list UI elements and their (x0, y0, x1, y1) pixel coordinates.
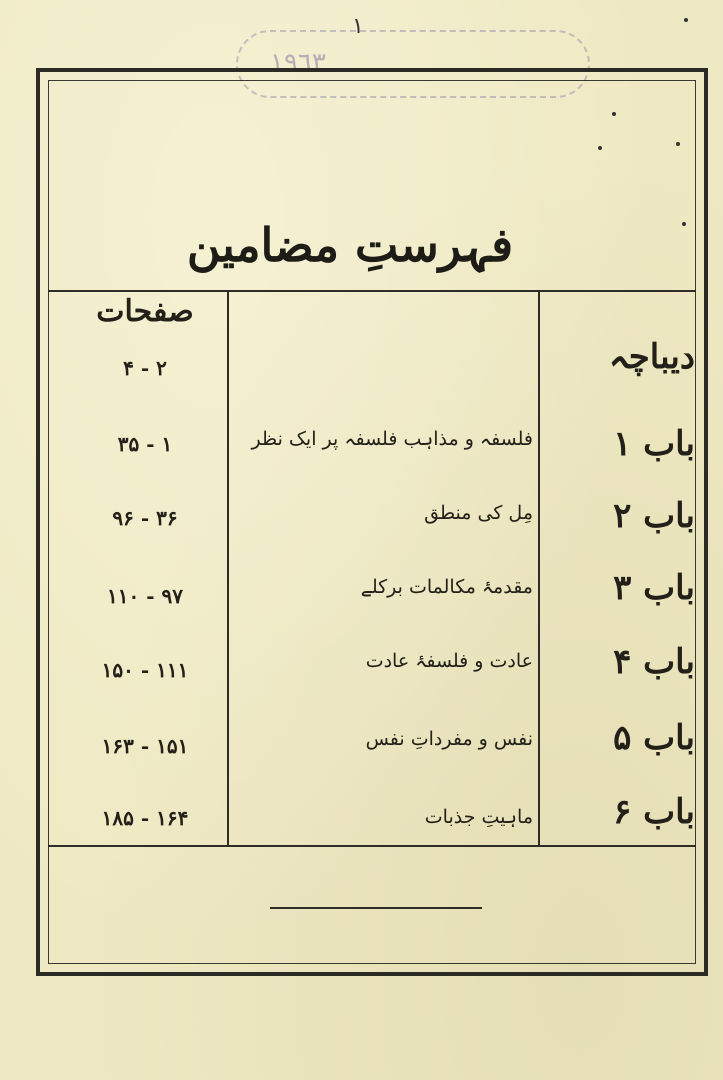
chapter-label: باب ۲ (613, 496, 695, 536)
page-range: ۲ - ۴ (123, 356, 167, 380)
chapter-subject: فلسفہ و مذاہب فلسفہ پر ایک نظر (251, 428, 533, 450)
toc-row (0, 336, 723, 396)
toc-row (0, 792, 723, 852)
page-title: فہرستِ مضامین (186, 218, 514, 272)
toc-row (0, 642, 723, 702)
speck (684, 18, 688, 22)
page-range: ۱۶۴ - ۱۸۵ (101, 806, 189, 830)
toc-row (0, 568, 723, 628)
page-range: ۱۱۱ - ۱۵۰ (101, 658, 189, 682)
toc-row (0, 718, 723, 778)
chapter-label: باب ۴ (613, 642, 695, 682)
footer-rule (270, 907, 482, 909)
chapter-label: باب ۵ (613, 718, 695, 758)
pages-column-header: صفحات (96, 294, 194, 329)
page-range: ۱۵۱ - ۱۶۳ (101, 734, 189, 758)
page-number: ۱ (352, 14, 364, 39)
table-top-rule (48, 290, 696, 292)
page-range: ۱ - ۳۵ (117, 432, 173, 456)
chapter-label: باب ۶ (613, 792, 695, 832)
chapter-subject: عادت و فلسفۂ عادت (365, 650, 533, 672)
page-range: ۹۷ - ۱۱۰ (107, 584, 183, 608)
chapter-subject: مقدمۂ مکالمات برکلے (360, 576, 533, 598)
chapter-subject: ماہیتِ جذبات (424, 806, 533, 828)
stamp-text: ١٩٦٣ (270, 48, 326, 78)
chapter-subject: مِل کی منطق (424, 502, 533, 524)
toc-row (0, 424, 723, 484)
chapter-subject: نفس و مفرداتِ نفس (365, 728, 533, 750)
chapter-label: باب ۳ (613, 568, 695, 608)
toc-row (0, 496, 723, 556)
chapter-label: دیباچہ (608, 337, 695, 377)
chapter-label: باب ۱ (613, 424, 695, 464)
page-range: ۳۶ - ۹۶ (112, 506, 178, 530)
